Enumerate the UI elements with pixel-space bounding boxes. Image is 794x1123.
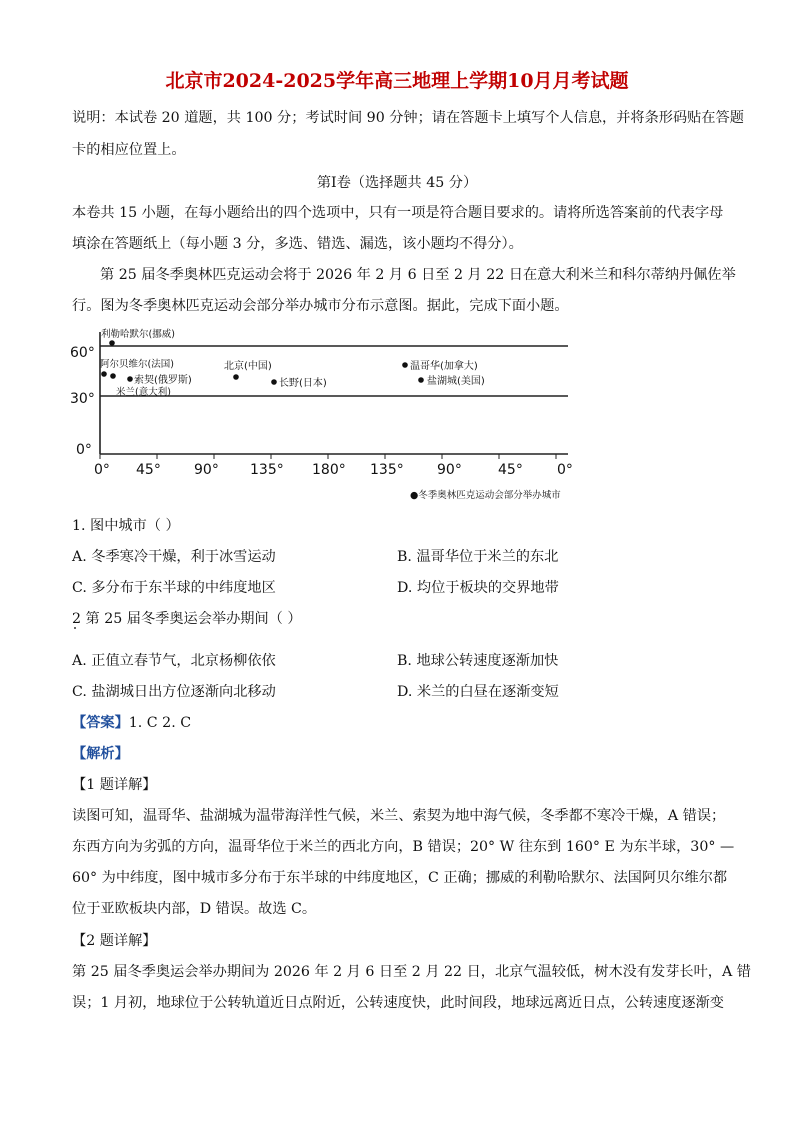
q1-option-a: A. 冬季寒冷干燥，利于冰雪运动 (72, 549, 276, 565)
stray-mark (74, 627, 76, 629)
intro-line-2: 卡的相应位置上。 (72, 142, 186, 158)
lat-label-0: 0° (76, 442, 92, 458)
city-label-beijing: 北京(中国) (224, 361, 272, 372)
answer-tag: 【答案】 (72, 715, 129, 731)
detail1-line-4: 位于亚欧板块内部，D 错误。故选 C。 (72, 901, 317, 917)
analysis-tag: 【解析】 (72, 746, 129, 762)
detail2-tag: 【2 题详解】 (72, 933, 157, 949)
lat-label-60: 60° (70, 345, 95, 361)
map-legend: ●冬季奥林匹克运动会部分举办城市 (410, 490, 561, 501)
city-dot-beijing (233, 374, 239, 380)
city-dot-sochi (127, 376, 133, 382)
q2-option-c: C. 盐湖城日出方位逐渐向北移动 (72, 684, 276, 700)
q1-option-d: D. 均位于板块的交界地带 (397, 580, 559, 596)
material-line-1: 第 25 届冬季奥林匹克运动会将于 2026 年 2 月 6 日至 2 月 22 日在意大利米兰和科尔蒂纳丹佩佐举 (100, 267, 736, 283)
q2-option-d: D. 米兰的白昼在逐渐变短 (397, 684, 559, 700)
lon-label-135-w: 135° (370, 462, 404, 478)
detail2-line-1: 第 25 届冬季奥运会举办期间为 2026 年 2 月 6 日至 2 月 22 日，北京气温较低，树木没有发芽长叶，A 错 (72, 964, 751, 980)
material-line-2: 行。图为冬季奥林匹克运动会部分举办城市分布示意图。据此，完成下面小题。 (72, 298, 569, 314)
detail1-line-2: 东西方向为劣弧的方向，温哥华位于米兰的西北方向，B 错误；20° W 往东到 160° E 为东半球，30° — (72, 839, 735, 855)
olympic-cities-map (66, 326, 586, 502)
city-dot-saltlake (418, 377, 424, 383)
detail2-line-2: 误；1 月初，地球位于公转轨道近日点附近，公转速度快，此时间段，地球远离近日点，公转速度逐渐变 (72, 995, 724, 1011)
detail1-line-1: 读图可知，温哥华、盐湖城为温带海洋性气候，米兰、索契为地中海气候，冬季都不寒冷干燥，A 错误； (72, 808, 726, 824)
city-label-nagano: 长野(日本) (279, 378, 327, 389)
section-instructions-line-1: 本卷共 15 小题，在每小题给出的四个选项中，只有一项是符合题目要求的。请将所选答案前的代表字母 (72, 205, 724, 221)
detail1-tag: 【1 题详解】 (72, 777, 157, 793)
city-dot-milan (110, 373, 116, 379)
lon-label-45-w: 45° (498, 462, 523, 478)
detail1-line-3: 60° 为中纬度，图中城市多分布于东半球的中纬度地区，C 正确；挪威的利勒哈默尔、法国阿贝尔维尔都 (72, 870, 728, 886)
lon-label-90-e: 90° (194, 462, 219, 478)
lon-label-180: 180° (312, 462, 346, 478)
city-dot-albertville (101, 371, 107, 377)
city-dot-vancouver (402, 362, 408, 368)
section-title: 第Ⅰ卷（选择题共 45 分） (316, 175, 478, 191)
answer-line (72, 712, 191, 732)
page-title: 北京市2024-2025学年高三地理上学期10月月考试题 (165, 70, 629, 92)
q1-stem: 1. 图中城市（ ） (72, 518, 180, 534)
city-label-vancouver: 温哥华(加拿大) (410, 361, 478, 372)
city-label-milan: 米兰(意大利) (116, 387, 171, 398)
section-instructions-line-2: 填涂在答题纸上（每小题 3 分，多选、错选、漏选，该小题均不得分）。 (72, 236, 523, 252)
q2-stem: 2 第 25 届冬季奥运会举办期间（ ） (72, 611, 302, 627)
lon-label-0-right: 0° (557, 462, 573, 478)
answer-text: 1. C 2. C (128, 715, 192, 731)
lon-label-0-left: 0° (94, 462, 110, 478)
lon-label-135-e: 135° (250, 462, 284, 478)
city-dot-nagano (271, 379, 277, 385)
lon-label-90-w: 90° (437, 462, 462, 478)
city-label-saltlake: 盐湖城(美国) (427, 376, 485, 387)
q2-option-a: A. 正值立春节气，北京杨柳依依 (72, 653, 276, 669)
city-label-albertville: 阿尔贝维尔(法国) (100, 359, 174, 370)
q1-option-b: B. 温哥华位于米兰的东北 (397, 549, 559, 565)
city-label-lillehammer: 利勒哈默尔(挪威) (101, 329, 175, 340)
lon-label-45-e: 45° (136, 462, 161, 478)
q2-option-b: B. 地球公转速度逐渐加快 (397, 653, 559, 669)
city-label-sochi: 索契(俄罗斯) (134, 375, 192, 386)
q1-option-c: C. 多分布于东半球的中纬度地区 (72, 580, 276, 596)
lat-label-30: 30° (70, 391, 95, 407)
intro-line-1: 说明：本试卷 20 道题，共 100 分；考试时间 90 分钟；请在答题卡上填写个人信息，并将条形码贴在答题 (72, 110, 744, 126)
city-dot-lillehammer (109, 340, 115, 346)
